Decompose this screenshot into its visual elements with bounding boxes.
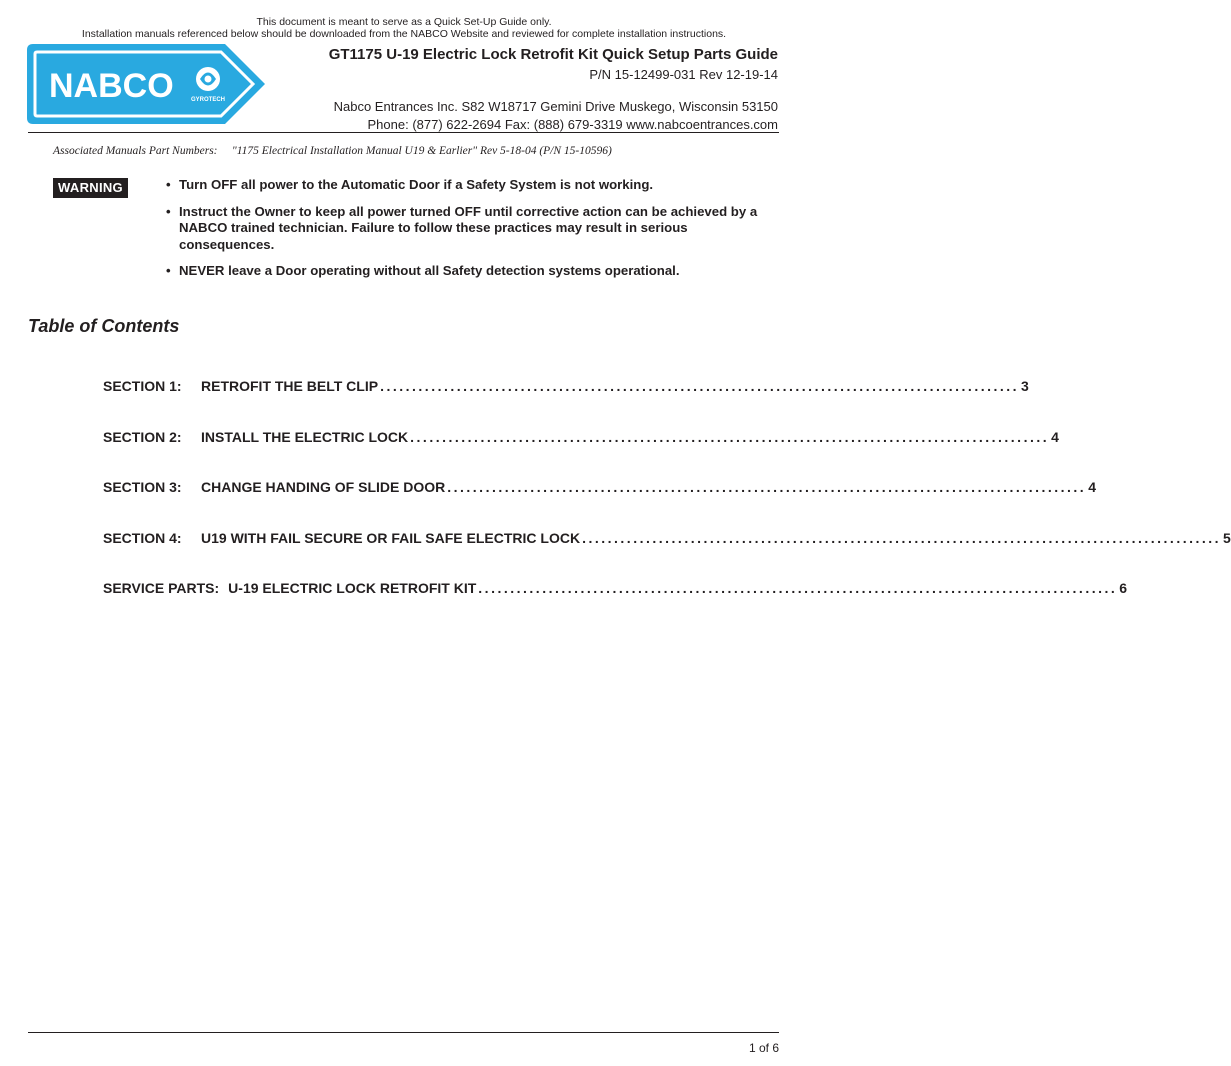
warning-item: • Instruct the Owner to keep all power turned OFF until corrective action can be achieved by a NABCO trained technician. Failure to follow these practices may result in serious consequences. (166, 203, 758, 252)
toc-entry-page: 4 (1088, 479, 1096, 495)
toc-entry-service-parts[interactable] (103, 580, 1128, 631)
toc-entry-section-1[interactable] (103, 378, 1029, 429)
page-number: 1 of 6 (748, 1041, 779, 1055)
toc-dot-leader: .................................................................................................... (380, 378, 1020, 394)
toc-entry-number: SECTION 4: (103, 529, 182, 546)
part-number: P/N 15-12499-031 Rev 12-19-14 (589, 67, 778, 82)
footer-divider (28, 1032, 779, 1033)
nabco-logo (27, 44, 265, 124)
associated-manuals-value: "1175 Electrical Installation Manual U19 & Earlier" Rev 5-18-04 (P/N 15-10596) (231, 145, 612, 157)
toc-entry-page: 4 (1051, 428, 1059, 445)
document-header (329, 46, 778, 134)
toc-entry-title: U19 WITH FAIL SECURE OR FAIL SAFE ELECTRIC LOCK (201, 529, 581, 546)
table-of-contents (103, 378, 1231, 631)
toc-entry-title: RETROFIT THE BELT CLIP (201, 378, 379, 394)
toc-entry-title: U-19 ELECTRIC LOCK RETROFIT KIT (228, 580, 477, 596)
toc-dot-leader: .................................................................................................... (410, 428, 1050, 445)
notice-line-1: This document is meant to serve as a Quick Set-Up Guide only. (256, 16, 552, 28)
company-address: Nabco Entrances Inc. S82 W18717 Gemini Drive Muskego, Wisconsin 53150 (333, 99, 778, 114)
company-contact: Phone: (877) 622-2694 Fax: (888) 679-3319 www.nabcoentrances.com (367, 117, 778, 132)
toc-entry-title: INSTALL THE ELECTRIC LOCK (201, 428, 409, 445)
toc-entry-page: 6 (1119, 580, 1128, 596)
toc-entry-number: SECTION 3: (103, 479, 182, 495)
associated-manuals-label: Associated Manuals Part Numbers: (53, 145, 218, 157)
toc-entry-number: SECTION 1: (103, 378, 182, 394)
toc-entry-section-2[interactable] (103, 428, 1059, 480)
gyrotech-emblem-icon (196, 67, 220, 91)
toc-entry-title: CHANGE HANDING OF SLIDE DOOR (201, 479, 446, 495)
logo-brand-text: NABCO (49, 67, 174, 105)
toc-entry-number: SERVICE PARTS: (103, 580, 220, 596)
toc-entry-section-4[interactable] (103, 529, 1231, 581)
toc-entry-page: 3 (1021, 378, 1029, 394)
header-notice (0, 16, 808, 40)
toc-entry-number: SECTION 2: (103, 428, 182, 445)
toc-entry-page: 5 (1223, 529, 1231, 546)
associated-manuals (53, 145, 612, 157)
warning-item: • NEVER leave a Door operating without all Safety detection systems operational. (166, 263, 680, 278)
toc-heading: Table of Contents (28, 316, 180, 336)
toc-dot-leader: .................................................................................................... (478, 580, 1118, 596)
notice-line-2: Installation manuals referenced below should be downloaded from the NABCO Website and reviewed for complete installation instructions. (81, 28, 727, 40)
warning-item: • Turn OFF all power to the Automatic Door if a Safety System is not working. (166, 177, 654, 192)
document-title: GT1175 U-19 Electric Lock Retrofit Kit Quick Setup Parts Guide (328, 46, 778, 63)
warning-list (166, 177, 766, 290)
logo-sub-text: GYROTECH (190, 97, 226, 103)
warning-badge: WARNING (53, 178, 128, 198)
toc-dot-leader: .................................................................................................... (582, 529, 1222, 546)
toc-dot-leader: .................................................................................................... (447, 479, 1087, 495)
toc-entry-section-3[interactable] (103, 479, 1096, 530)
header-divider (28, 132, 779, 133)
